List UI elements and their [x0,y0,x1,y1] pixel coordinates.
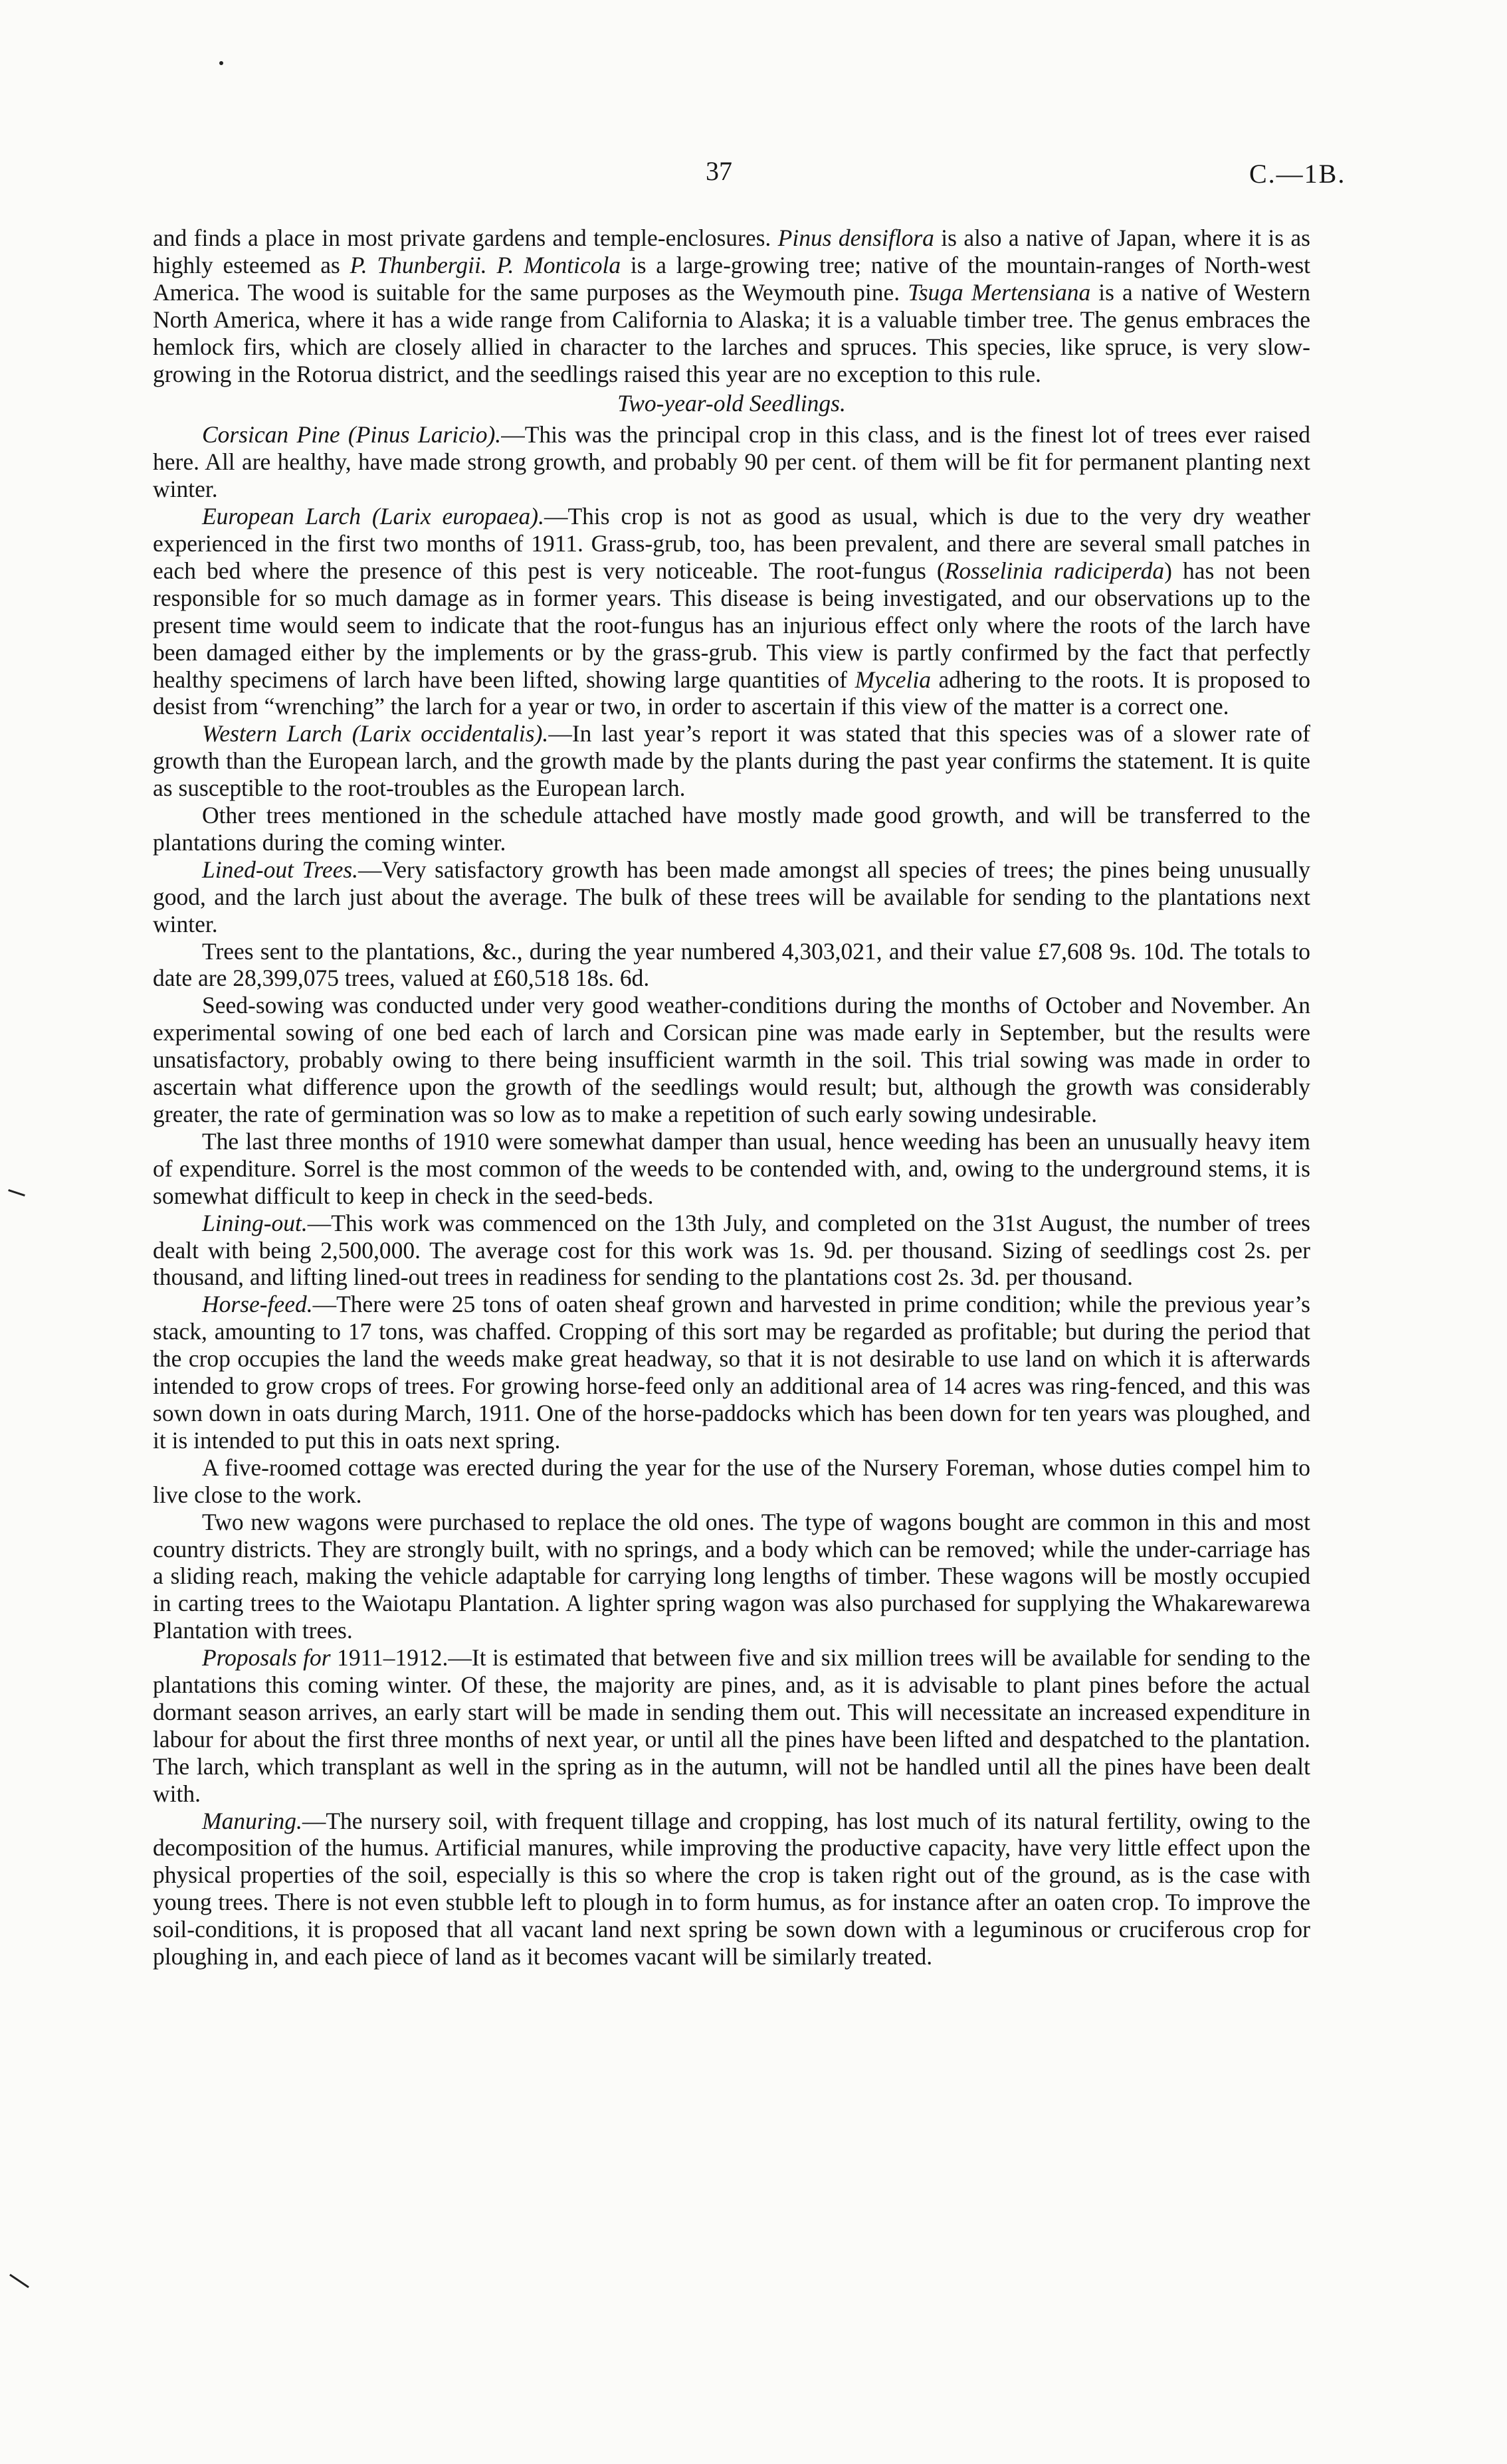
paragraph [153,1808,1310,1970]
paragraph [153,856,1310,938]
paragraph [153,802,1310,856]
italic-run: Lining-out. [202,1209,308,1236]
text-run: —This work was commenced on the 13th July, and completed on the 31st August, the number of trees dealt with being 2,500,000. The average cost for this work was 1s. 9d. per thousand. Sizing of seedlings cost 2s. per thousand, and lifting lined-out trees in readiness for sending to the plantations cost 2s. 3d. per thousand. [153,1209,1310,1291]
italic-run: European Larch (Larix europaea). [202,503,544,530]
scan-speck [219,61,223,65]
body-text [153,225,1310,1970]
paragraph [153,421,1310,503]
paragraph [153,1454,1310,1509]
paragraph [153,992,1310,1128]
text-run: —This was the principal crop in this class, and is the finest lot of trees ever raised here. All are healthy, have made strong growth, and probably 90 per cent. of them will be fit for permanent planting next winter. [153,421,1310,503]
text-run: Other trees mentioned in the schedule attached have mostly made good growth, and will be transferred to the plantations during the coming winter. [153,802,1310,856]
section-subheading: Two-year-old Seedlings. [617,390,846,417]
text-run: Trees sent to the plantations, &c., during the year numbered 4,303,021, and their value £7,608 9s. 10d. The totals to date are 28,399,075 trees, valued at £60,518 18s. 6d. [153,937,1310,992]
paragraph [153,503,1310,720]
text-run: is a native of Western North America, where it has a wide range from California to Alaska; it is a valuable timber tree. The genus embraces the hemlock firs, which are closely allied in character to the larches and spruces. This species, like spruce, is very slow-growing in the Rotorua district, and the seedlings raised this year are no exception to this rule. [153,278,1310,387]
text-run: —The nursery soil, with frequent tillage and cropping, has lost much of its natural fertility, owing to the decomposition of the humus. Artificial manures, while improving the productive capacity, have very little effect upon the physical properties of the soil, especially is this so where the crop is taken right out of the ground, as is the case with young trees. There is not even stubble left to plough in to form humus, as for instance after an oaten crop. To improve the soil-conditions, it is proposed that all vacant land next spring be sown down with a leguminous or cruciferous crop for ploughing in, and each piece of land as it becomes vacant will be similarly treated. [153,1807,1310,1970]
report-reference: C.—1B. [1249,159,1346,189]
text-run: Seed-sowing was conducted under very good weather-conditions during the months of October and November. An experimental sowing of one bed each of larch and Corsican pine was made early in September, but the results were unsatisfactory, probably owing to there being insufficient warmth in the soil. This trial sowing was made in order to ascertain what difference upon the growth of the seedlings would result; but, although the growth was considerably greater, the rate of germination was so low as to make a repetition of such early sowing undesirable. [153,992,1310,1127]
text-run: adhering to the roots. It is proposed to desist from “wrenching” the larch for a year or two, in order to ascertain if this view of the matter is a correct one. [153,666,1310,720]
paragraph [153,1644,1310,1807]
paragraph [153,720,1310,802]
italic-run: P. Monticola [496,251,621,278]
margin-tick-mark [9,2274,29,2288]
page-number: 37 [706,156,732,186]
italic-run: Rosselinia radiciperda [944,557,1165,584]
italic-run: Horse-feed. [202,1291,313,1318]
paragraph [153,938,1310,993]
italic-run: Corsican Pine (Pinus Laricio). [202,421,502,448]
text-run: ) has not been responsible for so much damage as in former years. This disease is being investigated, and our observations up to the present time would seem to indicate that the root-fungus has an injurious effect only where the roots of the larch have been damaged either by the implements or by the grass-grub. This view is partly confirmed by the fact that perfectly healthy specimens of larch have been lifted, showing large quantities of [153,557,1310,693]
text-run: Two new wagons were purchased to replace the old ones. The type of wagons bought are common in this and most country districts. They are strongly built, with no springs, and a body which can be removed; while the under-carriage has a sliding reach, making the vehicle adaptable for carrying long lengths of timber. These wagons will be mostly occupied in carting trees to the Waiotapu Plantation. A lighter spring wagon was also purchased for supplying the Whakarewarewa Plantation with trees. [153,1508,1310,1644]
text-run [487,252,497,278]
italic-run: Lined-out Trees. [202,856,359,883]
text-run: —There were 25 tons of oaten sheaf grown and harvested in prime condition; while the previous year’s stack, amounting to 17 tons, was chaffed. Cropping of this sort may be regarded as profitable; but during the period that the crop occupies the land the weeds make great headway, so that it is not desirable to use land on which it is afterwards intended to grow crops of trees. For growing horse-feed only an additional area of 14 acres was ring-fenced, and this was sown down in oats during March, 1911. One of the horse-paddocks which has been down for ten years was ploughed, and it is intended to put this in oats next spring. [153,1291,1310,1454]
paragraph [153,1509,1310,1645]
text-run: —Very satisfactory growth has been made amongst all species of trees; the pines being unusually good, and the larch just about the average. The bulk of these trees will be available for sending to the plantations next winter. [153,856,1310,937]
italic-run: Mycelia [854,666,931,693]
text-run: A five-roomed cottage was erected during the year for the use of the Nursery Foreman, whose duties compel him to live close to the work. [153,1454,1310,1508]
italic-run: Western Larch (Larix occidentalis). [202,720,549,747]
text-run: —In last year’s report it was stated that this species was of a slower rate of growth than the European larch, and the growth made by the plants during the past year confirms the statement. It is quite as susceptible to the root-troubles as the European larch. [153,720,1310,802]
italic-run: P. Thunbergii. [350,251,487,278]
paragraph [153,225,1310,387]
text-run: is a large-growing tree; native of the mountain-ranges of North-west America. The wood is suitable for the same purposes as the Weymouth pine. [153,251,1311,306]
text-run: The last three months of 1910 were somewhat damper than usual, hence weeding has been an unusually heavy item of expenditure. Sorrel is the most common of the weeds to be contended with, and, owing to the underground stems, it is somewhat difficult to keep in check in the seed-beds. [153,1127,1310,1209]
italic-run: Manuring. [202,1807,302,1834]
text-run: —This crop is not as good as usual, which is due to the very dry weather experienced in the first two months of 1911. Grass-grub, too, has been prevalent, and there are several small patches in each bed where the presence of this pest is very noticeable. The root-fungus ( [153,503,1310,584]
text-run: is also a native of Japan, where it is as highly esteemed as [153,225,1310,278]
italic-run: Proposals for [202,1644,331,1671]
italic-run: Pinus densiflora [777,225,934,251]
paragraph [153,1210,1310,1291]
text-run: and finds a place in most private gardens and temple-enclosures. [153,225,778,251]
margin-tick-mark [8,1189,25,1196]
text-run: 1911–1912.—It is estimated that between five and six million trees will be available for sending to the plantations this coming winter. Of these, the majority are pines, and, as it is advisable to plant pines before the actual dormant season arrives, an early start will be made in sending them out. This will necessitate an increased expenditure in labour for about the first three months of next year, or until all the pines have been lifted and despatched to the plantation. The larch, which transplant as well in the spring as in the autumn, will not be handled until all the pines have been dealt with. [153,1644,1310,1807]
paragraph [153,1128,1310,1210]
paragraph [153,1291,1310,1454]
italic-run: Tsuga Mertensiana [908,278,1091,306]
